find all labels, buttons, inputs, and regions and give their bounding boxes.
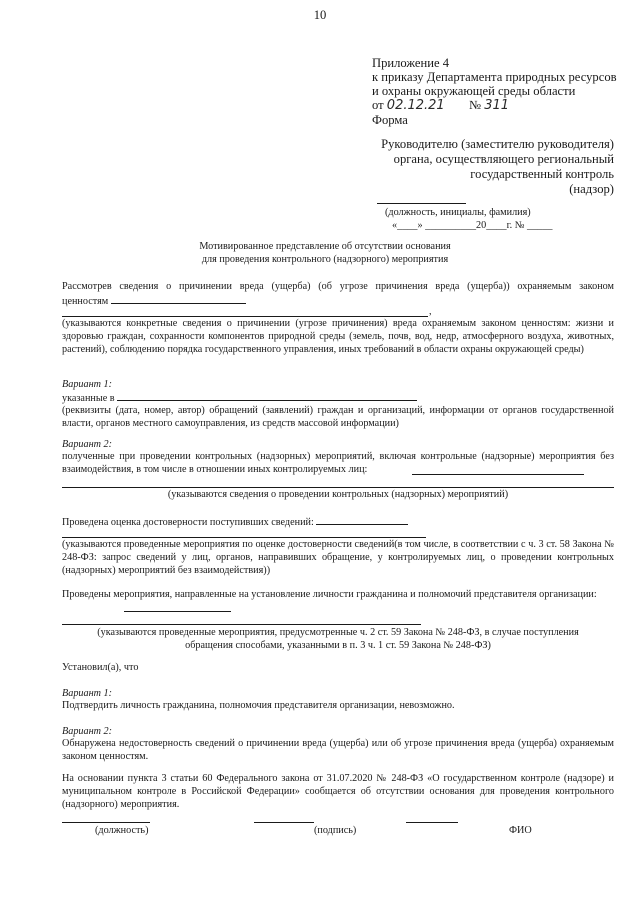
attachment-line-2: к приказу Департамента природных ресурсов: [372, 70, 617, 84]
intro-values-line: [62, 293, 246, 308]
attachment-date-line: [372, 98, 634, 113]
name-caption: ФИО: [509, 825, 532, 836]
addressee-line-4: (надзор): [569, 182, 614, 196]
position-signature-line[interactable]: [62, 822, 150, 823]
addressee-block: [330, 137, 614, 197]
variant-2-note: (указываются сведения о проведении контрольных (надзорных) мероприятий): [167, 489, 509, 500]
intro-values-word: ценностям: [62, 296, 109, 307]
addressee-signature-line: [377, 203, 466, 204]
attachment-header: [372, 56, 634, 127]
form-label: Форма: [372, 113, 408, 127]
number-sign: №: [469, 98, 482, 112]
addressee-signature-caption: (должность, инициалы, фамилия): [385, 207, 531, 218]
variant-1-line: [62, 390, 417, 405]
assessment-field[interactable]: [316, 514, 408, 525]
document-title: [140, 240, 510, 266]
attachment-line-1: Приложение 4: [372, 56, 450, 70]
intro-note: (указываются конкретные сведения о причинении (угрозе причинения) вреда охраняемым законом ценностям: жизни и здоровью граждан, сохранности компонентов природной среды (земель, почв, вод, недр, атмосферного воздуха, животных, растений), соблюдению порядка государственного управления, иных требований в области охраны окружающей среды): [62, 318, 614, 355]
variant-1-label: Вариант 1:: [62, 379, 113, 390]
measures-field-line-2[interactable]: [62, 624, 421, 625]
established-variant-1-label: Вариант 1:: [62, 688, 113, 699]
signature-caption: (подпись): [314, 825, 357, 836]
addressee-line-3: государственный контроль: [470, 167, 614, 181]
addressee-line-1: Руководителю (заместителю руководителя): [381, 137, 614, 151]
assessment-line: [62, 514, 408, 529]
variant-1-note: (реквизиты (дата, номер, автор) обращений (заявлений) граждан и организаций, информации от органов государственной власти, органов местного самоуправления, из средств массовой информации): [62, 405, 614, 429]
title-line-1: Мотивированное представление об отсутствии основания: [199, 241, 451, 252]
measures-note-line-2: обращения способами, указанными в п. 3 ч. 1 ст. 59 Закона № 248-ФЗ): [185, 640, 491, 651]
title-line-2: для проведения контрольного (надзорного) мероприятия: [201, 254, 449, 265]
measures-note: [62, 626, 614, 652]
values-field[interactable]: [111, 293, 246, 304]
variant-2-field-line[interactable]: [412, 474, 584, 475]
addressee-line-2: органа, осуществляющего региональный: [393, 152, 614, 166]
assessment-text: Проведена оценка достоверности поступивших сведений:: [62, 517, 314, 528]
established-variant-2-label: Вариант 2:: [62, 726, 113, 737]
measures-field-line[interactable]: [124, 611, 231, 612]
attachment-line-3: и охраны окружающей среды области: [372, 84, 576, 98]
signature-line[interactable]: [254, 822, 314, 823]
measures-text: Проведены мероприятия, направленные на установление личности гражданина и полномочий представителя организации:: [62, 589, 597, 600]
handwritten-number: 311: [484, 98, 510, 113]
intro-text: Рассмотрев сведения о причинении вреда (ущерба) (об угрозе причинения вреда (ущерба)) охраняемым законом: [62, 281, 614, 292]
established-variant-1-text: Подтвердить личность гражданина, полномочия представителя организации, невозможно.: [62, 700, 455, 711]
intro-comma: ,: [429, 306, 432, 317]
name-signature-line[interactable]: [406, 822, 458, 823]
measures-note-line-1: (указываются проведенные мероприятия, предусмотренные ч. 2 ст. 59 Закона № 248-ФЗ, в случае поступления: [97, 627, 579, 638]
position-caption: (должность): [95, 825, 149, 836]
variant-1-text: указанные в: [62, 393, 115, 404]
variant-2-text: полученные при проведении контрольных (надзорных) мероприятий, включая контрольные (надзорные) мероприятия без взаимодействия, в том числе в отношении иных контролируемых лиц:: [62, 451, 614, 475]
document-date-number: «____» __________20____г. № _____: [392, 220, 553, 231]
handwritten-date: 02.12.21: [386, 98, 445, 113]
page-number: 10: [313, 8, 327, 22]
variant-2-label: Вариант 2:: [62, 439, 113, 450]
established-variant-2-text: Обнаружена недостоверность сведений о причинении вреда (ущерба) или об угрозе причинения вреда (ущерба) охраняемым законом ценностям.: [62, 738, 614, 762]
assessment-note: (указываются проведенные мероприятия по оценке достоверности сведений(в том числе, в соответствии с ч. 3 ст. 58 Закона № 248-ФЗ: запрос сведений у лиц, органов, направивших обращение, у контролируемых лиц, о проведении контрольных (надзорных) мероприятий без взаимодействия)): [62, 539, 614, 576]
variant-1-field[interactable]: [117, 390, 417, 401]
conclusion-text: На основании пункта 3 статьи 60 Федерального закона от 31.07.2020 № 248-ФЗ «О государственном контроле (надзоре) и муниципальном контроле в Российской Федерации» сообщается об отсутствии основания для проведения контрольного (надзорного) мероприятия.: [62, 773, 614, 810]
date-prefix: от: [372, 98, 384, 112]
established-text: Установил(а), что: [62, 662, 139, 673]
